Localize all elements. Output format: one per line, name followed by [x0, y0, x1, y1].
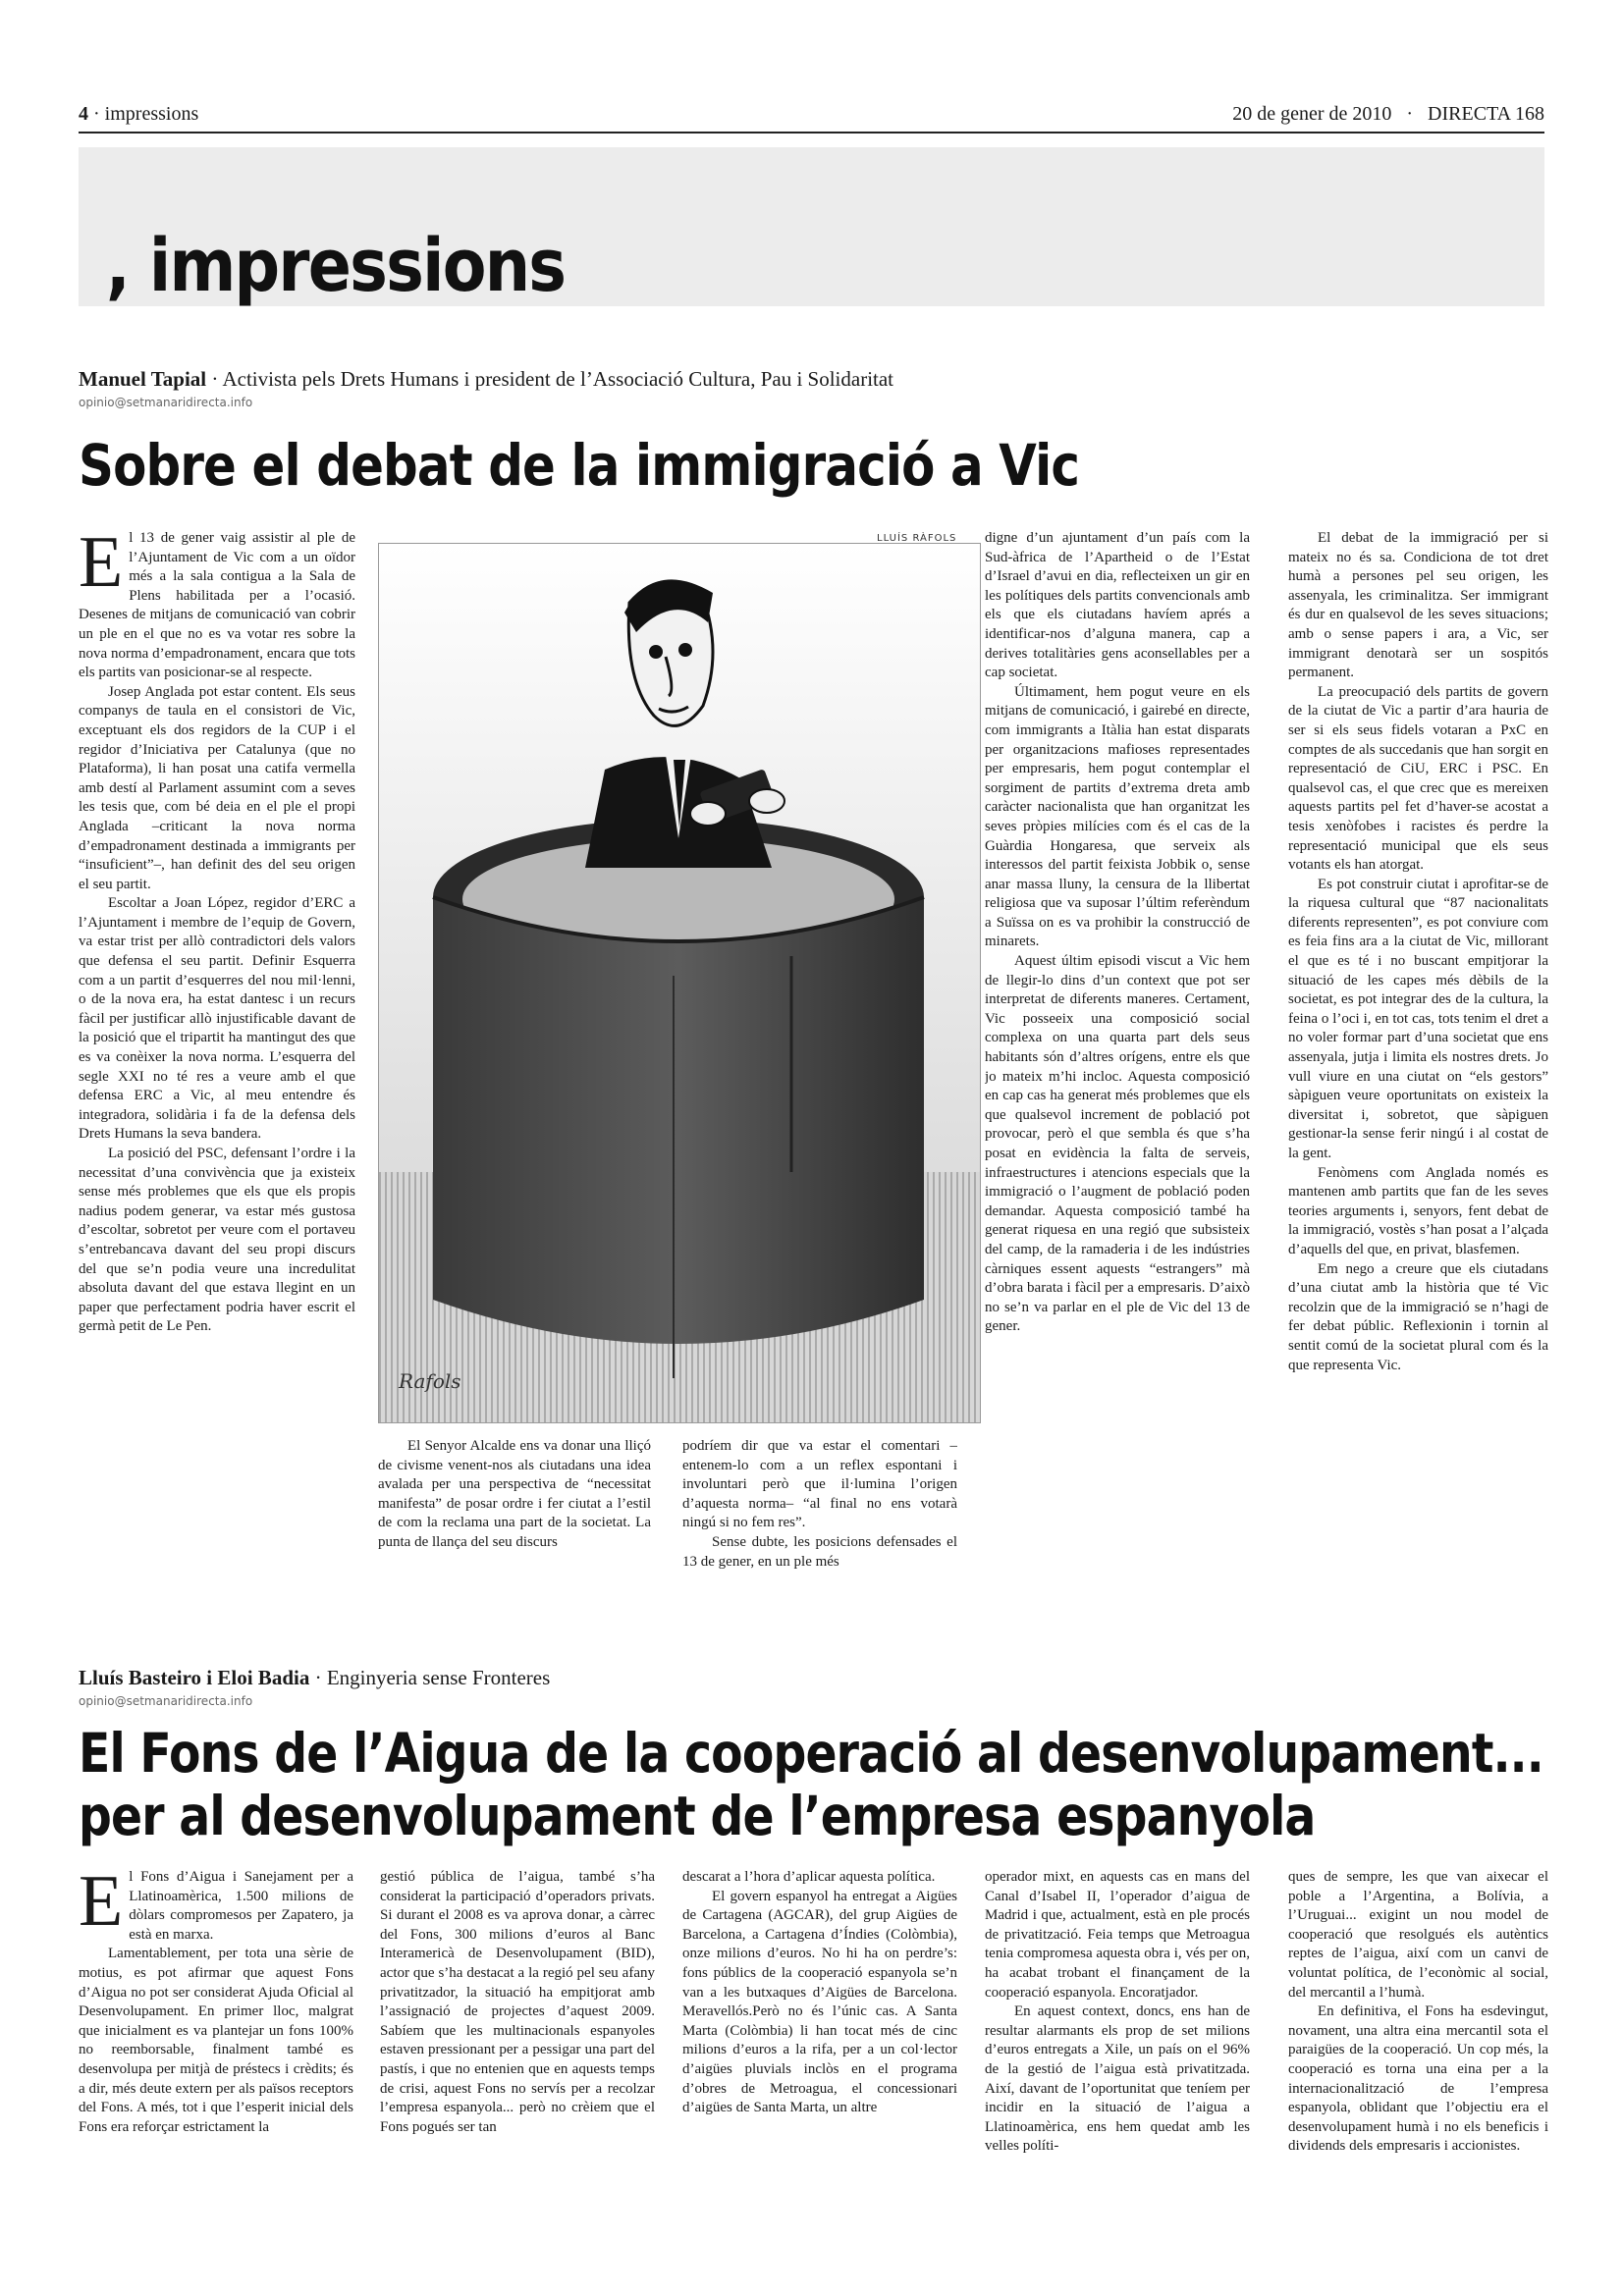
article2-paragraph: descarat a l’hora d’aplicar aquesta política.	[682, 1869, 936, 1885]
article2-column-1	[79, 1868, 353, 2270]
page-number: 4	[79, 103, 88, 125]
running-header-right: 20 de gener de 2010 · DIRECTA 168	[1232, 103, 1544, 125]
article2-paragraph: En aquest context, doncs, ens han de resultar alarmants els prop de set milions d’euros entregats a Xile, un país on el 96% de la gestió de l’aigua està privatitzada. Així, davant de l’oportunitat que teníem per incidir en la situació de l’aigua a Llatinoamèrica, ens hem quedat amb les velles políti-	[985, 2003, 1250, 2155]
article2-paragraph: ques de sempre, les que van aixecar el poble a l’Argentina, a Bolívia, a l’Uruguai... exigint un nou model de cooperació que resolgués els autèntics reptes de l’aigua, així com un canvi de voluntat política, de l’econòmic al social, del mercantil a l’humà.	[1288, 1869, 1548, 2001]
article1-headline: Sobre el debat de la immigració a Vic	[79, 432, 1080, 499]
running-header-left: 4 · impressions	[79, 103, 199, 125]
section-name: impressions	[104, 103, 199, 125]
article1-column-2	[378, 1437, 651, 1614]
article2-email[interactable]: opinio@setmanaridirecta.info	[79, 1694, 253, 1708]
article2-paragraph: Lamentablement, per tota una sèrie de motius, es pot afirmar que aquest Fons d’Aigua no pot ser considerat Ajuda Oficial al Desenvolupament. En primer lloc, malgrat que inicialment es va plantejar un fons 100% no reemborsable, finalment també es desenvolupa per mitjà de préstecs i crèdits; és a dir, més deute extern per als països receptors del Fons. A més, tot i que l’esperit inicial dels Fons era reforçar estrictament la	[79, 1946, 353, 2135]
article2-paragraph: gestió pública de l’aigua, també s’ha considerat la participació d’operadors privats. Si durant el 2008 es va aprova donar, a càrrec del Fons, 300 milions d’euros al Banc Interamericà de Desenvolupament (BID), actor que s’ha destacat a la regió pel seu afany privatitzador, la situació ha empitjorat amb l’assignació de projectes d’aquest 2009. Sabíem que les multinacionals espanyoles estaven pressionant per a pessigar una part del pastís, i que no entenien que en aquests temps de crisi, aquest Fons no servís per a recolzar l’empresa espanyola... però no crèiem que el Fons pogués ser tan	[380, 1869, 655, 2135]
article1-column-5	[1288, 529, 1548, 1609]
article1-paragraph: Fenòmens com Anglada només es mantenen amb partits que fan de les seves teories arguments i, senyors, fent debat de la immigració, vostès s’han posat a l’alçada d’aquells del que, en privat, blasfemen.	[1288, 1164, 1548, 1257]
article2-headline-line1: El Fons de l’Aigua de la cooperació al desenvolupament...	[79, 1722, 1543, 1785]
article1-author: Manuel Tapial	[79, 367, 207, 391]
drop-cap: E	[79, 1868, 124, 1942]
article2-paragraph: operador mixt, en aquests cas en mans del Canal d’Isabel II, l’operador d’aigua de Madrid i que, actualment, està en ple procés de privatització. Feia temps que Metroagua tenia compromesa aquesta obra i, vés per on, ha acabat trobant el finançament de la cooperació espanyola. Encoratjador.	[985, 1869, 1250, 2001]
article1-paragraph: Em nego a creure que els ciutadans d’una ciutat amb la història que té Vic recolzin que de la immigració se n’hagi de fer debat públic. Reflexionin i tornin al sentit comú de la societat plural com és la que representa Vic.	[1288, 1260, 1548, 1373]
article1-paragraph: podríem dir que va estar el comentari –entenem-lo com a un reflex espontani i involuntari però que il·lumina l’origen d’aquesta norma– “al final no ens votarà ningú si no fem res”.	[682, 1438, 957, 1531]
article1-column-3	[682, 1437, 957, 1614]
article1-paragraph: El debat de la immigració per si mateix no és sa. Condiciona de tot dret humà a persones pel seu origen, les assenyala, les criminalitza. Ser immigrant és dur en qualsevol de les seves situacions; amb o sense papers i ara, a Vic, ser immigrant denotarà ser un sospitós permanent.	[1288, 530, 1548, 681]
article1-email[interactable]: opinio@setmanaridirecta.info	[79, 396, 253, 409]
article2-headline-line2: per al desenvolupament de l’empresa espanyola	[79, 1785, 1316, 1847]
article1-paragraph: Últimament, hem pogut veure en els mitjans de comunicació, i gairebé en directe, com immigrants a Itàlia han estat disparats per organitzacions mafioses representades per empresaris, hem pogut contemplar el sorgiment de partits d’extrema dreta amb caràcter nacionalista que han organitzat les seves pròpies milícies com és el cas de la Guàrdia Hongaresa, que serveix als interessos del partit feixista Jobbik o, sense anar massa lluny, la censura de la llibertat religiosa que va suposar l’últim referèndum a Suïssa on es va prohibir la construcció de minarets.	[985, 683, 1250, 950]
article1-paragraph: Aquest últim episodi viscut a Vic hem de llegir-lo dins d’un context que pot ser interpretat de diferents maneres. Certament, Vic posseeix una composició social complexa on una quarta part dels seus habitants són d’altres orígens, entre els que jo mateix m’hi incloc. Aquesta composició en cap cas ha generat més problemes que els que qualsevol increment de població pot provocar, però el que sembla és que s’ha posat en evidència la falta de serveis, infraestructures i atencions especials que la immigració o l’augment de població poden demandar. Aquesta composició també ha generat riquesa en una regió que subsisteix del camp, de la ramaderia i de les indústries càrniques essent aquests “estrangers” mà d’obra barata i fàcil per a empresaris. D’això no se’n va parlar en el ple de Vic del 13 de gener.	[985, 953, 1250, 1335]
article1-paragraph: Escoltar a Joan López, regidor d’ERC a l’Ajuntament i membre de l’equip de Govern, va estar trist per allò contradictori dels valors que defensa el seu partit. Definir Esquerra com a un partit d’esquerres del nou mil·lenni, o de la nova era, ha estat dantesc i un recurs fàcil per justificar allò injustificable davant de la posició que el tripartit ha mantingut des que es va conèixer la nova norma. L’esquerra del segle XXI no té res a veure amb el que defensa ERC a Vic, al meu entendre és integradora, solidària i fa de la defensa dels Drets Humans la seva bandera.	[79, 895, 355, 1143]
article2-column-5	[1288, 1868, 1548, 2270]
article1-column-1	[79, 529, 355, 1609]
illustration-drawing	[379, 544, 980, 1422]
article2-paragraph: En definitiva, el Fons ha esdevingut, novament, una altra eina mercantil sota el paraigües de la cooperació. Un cop més, la cooperació es torna una eina per a la internacionalització de l’empresa espanyola, oblidant que l’objectiu era el desenvolupament humà i no els beneficis i dividends dels empresaris i accionistes.	[1288, 2003, 1548, 2155]
article1-paragraph: La posició del PSC, defensant l’ordre i la necessitat d’una convivència que ja existeix sense més problemes que els que els propis nadius podem generar, va estar més gustosa d’escoltar, sobretot per veure com el portaveu s’entrebancava davant del seu propi discurs del que se’n podia veure una incredulitat absoluta davant del que estava llegint en un paper que perfectament podria haver escrit el germà petit de Le Pen.	[79, 1146, 355, 1335]
publication-name: DIRECTA 168	[1428, 103, 1544, 125]
article1-paragraph: Josep Anglada pot estar content. Els seus companys de taula en el consistori de Vic, exceptuant els dos regidors de la CUP i el regidor d’Iniciativa per Catalunya (que no Plataforma), li han posat una catifa vermella amb destí al Parlament assumint com a seves les tesis que, com bé deia en el ple el propi Anglada –criticant la nova norma d’empadronament destinada a immigrants per “insuficient”–, han definit des del seu origen el seu partit.	[79, 683, 355, 892]
article1-byline: Manuel Tapial · Activista pels Drets Humans i president de l’Associació Cultura, Pau i Solidaritat	[79, 367, 894, 391]
article2-column-3	[682, 1868, 957, 2270]
illustration-credit: LLUÍS RÀFOLS	[877, 533, 957, 544]
article2-author-role: Enginyeria sense Fronteres	[326, 1666, 551, 1689]
issue-date: 20 de gener de 2010	[1232, 103, 1392, 125]
section-banner-title: , impressions	[106, 224, 566, 308]
article1-paragraph: digne d’un ajuntament d’un país com la Sud-àfrica de l’Apartheid o de l’Estat d’Israel d’avui en dia, reflecteixen un gir en les polítiques dels partits convencionals amb els que els ciutadans havíem aprés a identificar-nos d’alguna manera, cap a derives totalitàries gens aconsellables per a cap societat.	[985, 530, 1250, 681]
article2-column-4	[985, 1868, 1250, 2270]
article1-paragraph: Sense dubte, les posicions defensades el 13 de gener, en un ple més	[682, 1533, 957, 1570]
article1-paragraph: La preocupació dels partits de govern de la ciutat de Vic a partir d’ara hauria de ser si els seus fidels votaran a PxC en comptes de als succedanis que han sorgit en representació de CiU, ERC i PSC. En qualsevol cas, el que crec que es mereixen aquests partits pel fet d’haver-se acostat a tesis xenòfobes i racistes és perdre la representació municipal que els seus votants els han atorgat.	[1288, 683, 1548, 874]
article2-paragraph: El govern espanyol ha entregat a Aigües de Cartagena (AGCAR), del grup Aigües de Barcelona, a Cartagena d’Índies (Colòmbia), onze milions d’euros. No hi ha on perdre’s: fons públics de la cooperació espanyola se’n van a les butxaques d’Aigües de Barcelona. Meravellós.Però no és l’únic cas. A Santa Marta (Colòmbia) li han tocat més de cinc milions d’euros a la rifa, per a un col·lector d’aigües pluvials inclòs en el programa d’obres de Metroagua, el concessionari d’aigües de Santa Marta, un altre	[682, 1888, 957, 2116]
drop-cap: E	[79, 529, 124, 603]
article1-column-4	[985, 529, 1250, 1609]
illustration	[378, 543, 981, 1423]
article2-byline: Lluís Basteiro i Eloi Badia · Enginyeria sense Fronteres	[79, 1666, 551, 1689]
article1-paragraph: El 13 de gener vaig assistir al ple de l’Ajuntament de Vic com a un oïdor més a la sala contigua a la Sala de Plens habilitada per a l’ocasió. Desenes de mitjans de comunicació van cobrir un ple en el que no es va votar res sobre la nova norma d’empadronament, encara que tots els partits van posicionar-se al respecte.	[79, 529, 355, 681]
article2-column-2	[380, 1868, 655, 2270]
running-header	[79, 96, 1544, 133]
illustration-signature: Rafols	[399, 1369, 461, 1393]
article1-author-role: Activista pels Drets Humans i president de l’Associació Cultura, Pau i Solidaritat	[222, 367, 894, 391]
article1-paragraph: El Senyor Alcalde ens va donar una lliçó de civisme venent-nos als ciutadans una idea avalada per una perspectiva de “necessitat manifesta” de posar ordre i fer ciutat a l’estil de com la reclama una part de la societat. La punta de llança del seu discurs	[378, 1438, 651, 1550]
article2-paragraph: El Fons d’Aigua i Sanejament per a Llatinoamèrica, 1.500 milions de dòlars compromesos per Zapatero, ja està en marxa.	[79, 1868, 353, 1943]
section-banner	[79, 147, 1544, 306]
article1-paragraph: Es pot construir ciutat i aprofitar-se de la riquesa cultural que “87 nacionalitats diferents representen”, es pot conviure com es feia fins ara a la ciutat de Vic, millorant el que es té i no buscant empitjorar la situació de les capes més dèbils de la societat, es pot integrar des de la cultura, la feina o l’oci i, en tot cas, tots tenim el dret a no voler formar part d’una societat que ens assenyala, jutja i limita els nostres drets. Jo vull viure en una ciutat on “els gestors” sàpiguen veure oportunitats on existeix la diversitat i, sobretot, que sàpiguen gestionar-la sense ferir ningú i al costat de la gent.	[1288, 876, 1548, 1161]
article2-author: Lluís Basteiro i Eloi Badia	[79, 1666, 310, 1689]
